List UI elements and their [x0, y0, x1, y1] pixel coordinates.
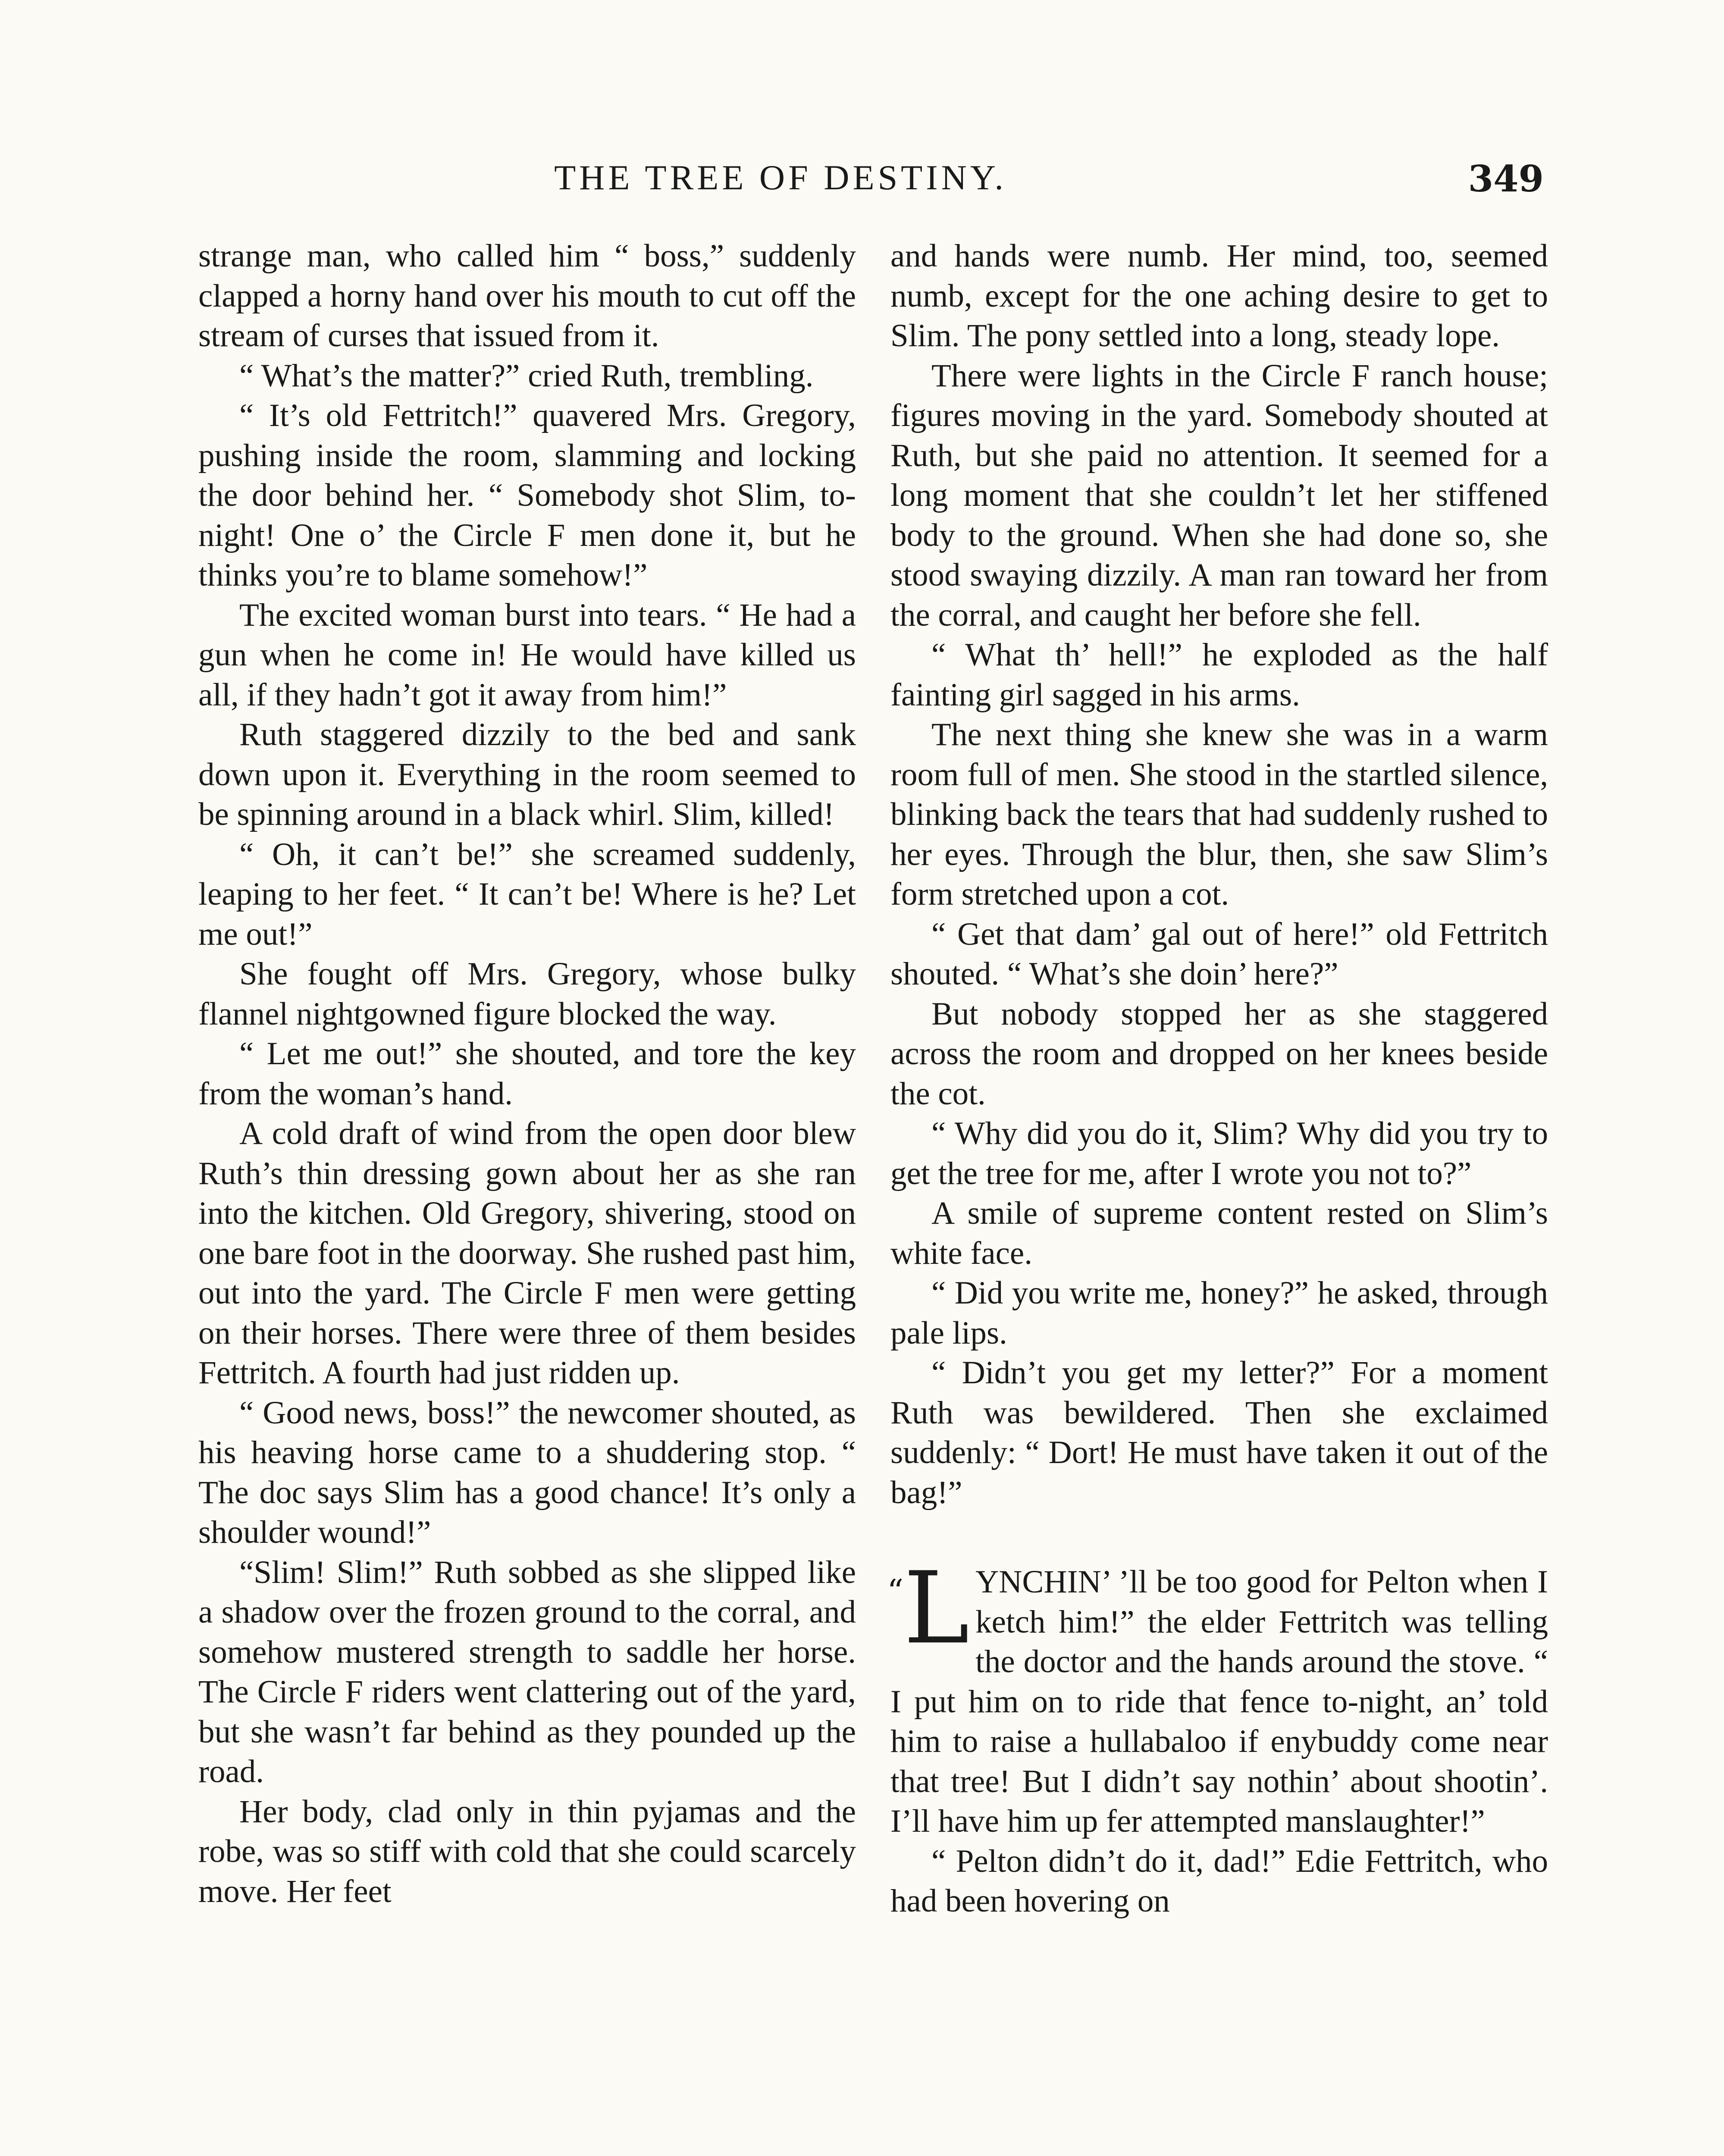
paragraph: There were lights in the Circle F ranch house; figures moving in the yard. Somebody shouted at Ruth, but she paid no attention. It seemed for a long moment that she couldn’t let her stiffened body to the ground. When she had done so, she stood swaying dizzily. A man ran toward her from the corral, and caught her before she fell. [890, 357, 1548, 633]
paragraph: “ Oh, it can’t be!” she screamed suddenly, leaping to her feet. “ It can’t be! Where is he? Let me out!” [198, 836, 856, 952]
paragraph: “ Why did you do it, Slim? Why did you try to get the tree for me, after I wrote you not to?” [890, 1116, 1548, 1191]
paragraph: “ It’s old Fettritch!” quavered Mrs. Gregory, pushing inside the room, slamming and locking the door behind her. “ Somebody shot Slim, to-night! One o’ the Circle F men done it, but he thinks you’re to blame somehow!” [198, 398, 856, 593]
paragraph: A smile of supreme content rested on Slim’s white face. [890, 1195, 1548, 1271]
drop-cap [887, 1551, 970, 1666]
running-head [198, 157, 1544, 205]
paragraph: “ What th’ hell!” he exploded as the half fainting girl sagged in his arms. [890, 637, 1548, 713]
left-column [198, 236, 856, 1912]
page-number: 349 [1468, 157, 1544, 200]
paragraph: strange man, who called him “ boss,” suddenly clapped a horny hand over his mouth to cut off the stream of curses that issued from it. [198, 238, 856, 354]
paragraph: She fought off Mrs. Gregory, whose bulky flannel nightgowned figure blocked the way. [198, 956, 856, 1032]
paragraph: A cold draft of wind from the open door blew Ruth’s thin dressing gown about her as she ran into the kitchen. Old Gregory, shivering, stood on one bare foot in the doorway. She rushed past him, out into the yard. The Circle F men were getting on their horses. There were three of them besides Fettritch. A fourth had just ridden up. [198, 1116, 856, 1391]
drop-cap-letter: L [903, 1551, 970, 1666]
paragraph: “ What’s the matter?” cried Ruth, trembling. [239, 357, 814, 394]
drop-cap-quote: “ [887, 1572, 904, 1610]
paragraph: “Slim! Slim!” Ruth sobbed as she slipped like a shadow over the frozen ground to the corral, and somehow mustered strength to saddle her horse. The Circle F riders went clattering out of the yard, but she wasn’t far behind as they pounded up the road. [198, 1554, 856, 1789]
paragraph: The excited woman burst into tears. “ He had a gun when he come in! He would have killed us all, if they hadn’t got it away from him!” [198, 597, 856, 713]
paragraph: YNCHIN’ ’ll be too good for Pelton when I ketch him!” the elder Fettritch was telling the doctor and the hands around the stove. “ I put him on to ride that fence to-night, an’ told him to raise a hullabaloo if enybuddy come near that tree! But I didn’t say nothin’ about shootin’. I’ll have him up fer attempted manslaughter!” [890, 1564, 1548, 1839]
running-title: THE TREE OF DESTINY. [554, 158, 1007, 197]
paragraph: Ruth staggered dizzily to the bed and sank down upon it. Everything in the room seemed to be spinning around in a black whirl. Slim, killed! [198, 717, 856, 832]
paragraph: and hands were numb. Her mind, too, seemed numb, except for the one aching desire to get to Slim. The pony settled into a long, steady lope. [890, 238, 1548, 354]
paragraph: But nobody stopped her as she staggered across the room and dropped on her knees beside the cot. [890, 996, 1548, 1112]
paragraph: “ Did you write me, honey?” he asked, through pale lips. [890, 1275, 1548, 1351]
paragraph: “ Let me out!” she shouted, and tore the key from the woman’s hand. [198, 1036, 856, 1112]
paragraph: “ Good news, boss!” the newcomer shouted, as his heaving horse came to a shuddering stop. “ The doc says Slim has a good chance! It’s only a shoulder wound!” [198, 1395, 856, 1550]
paragraph: “ Didn’t you get my letter?” For a moment Ruth was bewildered. Then she exclaimed suddenly: “ Dort! He must have taken it out of the bag!” [890, 1355, 1548, 1510]
paragraph: “ Pelton didn’t do it, dad!” Edie Fettritch, who had been hovering on [890, 1843, 1548, 1919]
paragraph: The next thing she knew she was in a warm room full of men. She stood in the startled silence, blinking back the tears that had suddenly rushed to her eyes. Through the blur, then, she saw Slim’s form stretched upon a cot. [890, 717, 1548, 912]
paragraph: “ Get that dam’ gal out of here!” old Fettritch shouted. “ What’s she doin’ here?” [890, 916, 1548, 992]
right-column [887, 236, 1548, 1921]
paragraph: Her body, clad only in thin pyjamas and the robe, was so stiff with cold that she could scarcely move. Her feet [198, 1793, 856, 1909]
section-break-paragraph [887, 1551, 1548, 1842]
